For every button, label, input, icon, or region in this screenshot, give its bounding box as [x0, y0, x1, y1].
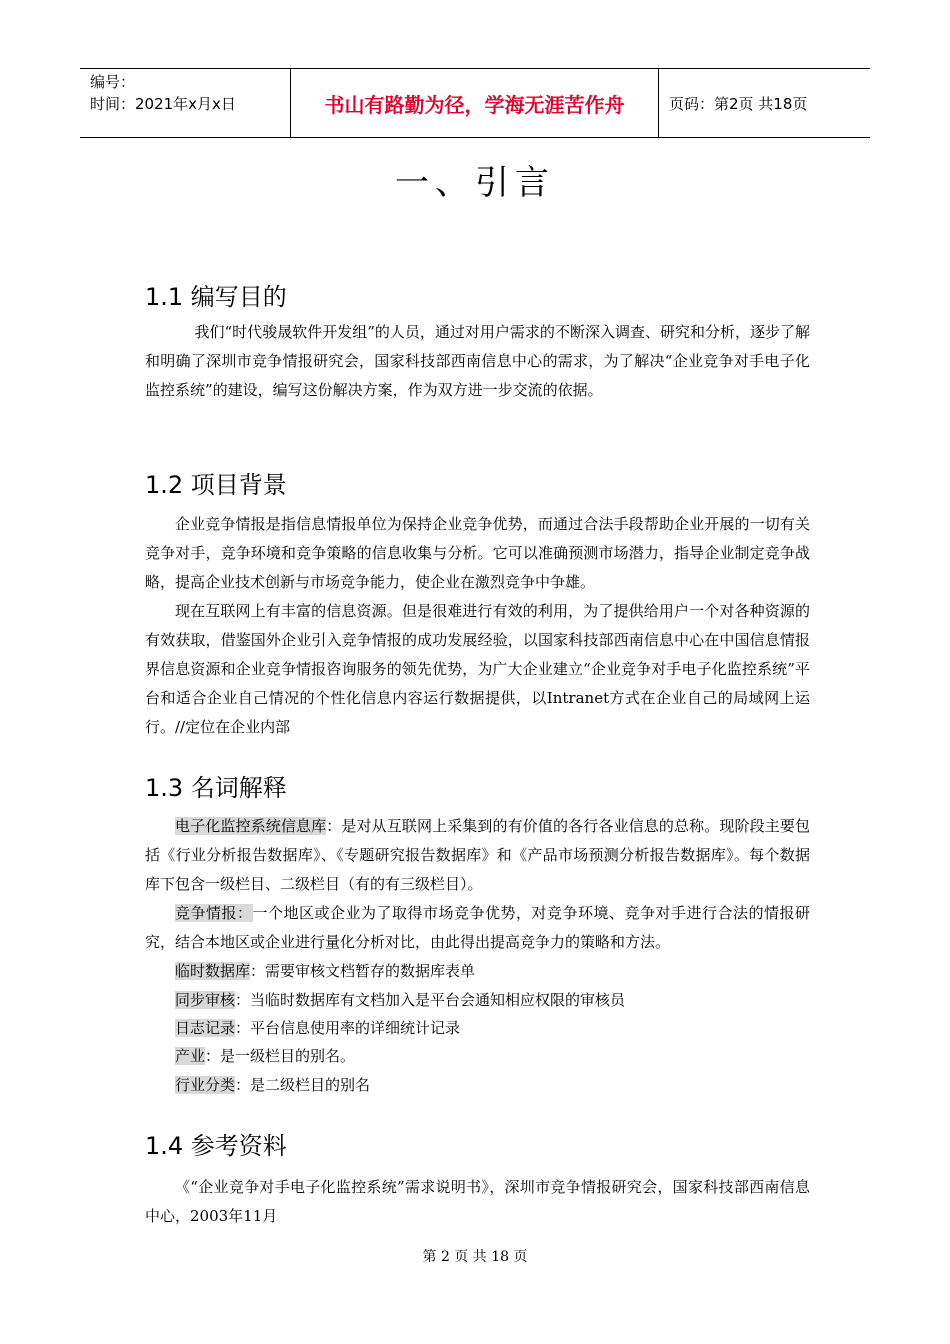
glossary-term: 行业分类 [175, 1076, 236, 1094]
glossary-term: 电子化监控系统信息库 [175, 817, 327, 835]
page-header [80, 68, 870, 138]
paragraph-references: 《“企业竞争对手电子化监控系统”需求说明书》，深圳市竞争情报研究会，国家科技部西南信息中心，2003年11月 [145, 1178, 810, 1225]
glossary-term: 临时数据库 [175, 962, 251, 980]
glossary-term: 产业 [175, 1047, 206, 1065]
glossary-definition: ：需要审核文档暂存的数据库表单 [250, 962, 476, 980]
glossary-definition: ：是二级栏目的别名 [235, 1076, 371, 1094]
glossary-item [145, 899, 810, 957]
header-motto: 书山有路勤为径，学海无涯苦作舟 [291, 69, 659, 137]
header-page-number: 页码：第2页 共18页 [669, 94, 808, 113]
glossary-definition: ：是一级栏目的别名。 [205, 1047, 356, 1065]
paragraph-background-1: 企业竞争情报是指信息情报单位为保持企业竞争优势，而通过合法手段帮助企业开展的一切有关竞争对手，竞争环境和竞争策略的信息收集与分析。它可以准确预测市场潜力，指导企业制定竞争战略，提高企业技术创新与市场竞争能力，使企业在激烈竞争中争雄。 [145, 515, 810, 591]
paragraph-purpose: 我们“时代骏晟软件开发组”的人员，通过对用户需求的不断深入调查、研究和分析，逐步了解和明确了深圳市竞争情报研究会，国家科技部西南信息中心的需求，为了解决“企业竞争对手电子化监控系统”的建设，编写这份解决方案，作为双方进一步交流的依据。 [145, 323, 810, 399]
header-number: 编号： [90, 73, 136, 91]
glossary-item [145, 957, 810, 986]
glossary-definition: ：平台信息使用率的详细统计记录 [235, 1019, 461, 1037]
glossary-definition: 一个地区或企业为了取得市场竞争优势，对竞争环境、竞争对手进行合法的情报研究，结合本地区或企业进行量化分析对比，由此得出提高竞争力的策略和方法。 [145, 904, 810, 951]
glossary-term: 竞争情报： [175, 904, 253, 922]
glossary-term: 日志记录 [175, 1019, 236, 1037]
glossary-item [145, 812, 810, 899]
header-meta [80, 69, 291, 137]
section-heading-1-4: 1.4 参考资料 [145, 1132, 287, 1160]
section-heading-1-3: 1.3 名词解释 [145, 774, 287, 802]
glossary-item [145, 1014, 810, 1043]
glossary-term: 同步审核 [175, 991, 236, 1009]
glossary-item [145, 986, 810, 1015]
header-time: 时间：2021年x月x日 [90, 95, 236, 113]
section-heading-1-2: 1.2 项目背景 [145, 471, 287, 499]
glossary-definition: ：当临时数据库有文档加入是平台会通知相应权限的审核员 [235, 991, 626, 1009]
glossary-item [145, 1042, 810, 1071]
glossary-item [145, 1071, 810, 1100]
chapter-title: 一、引言 [395, 163, 555, 203]
glossary-definition: ：是对从互联网上采集到的有价值的各行各业信息的总称。现阶段主要包括《行业分析报告数据库》、《专题研究报告数据库》和《产品市场预测分析报告数据库》。每个数据库下包含一级栏目、二级栏目（有的有三级栏目）。 [145, 817, 810, 893]
paragraph-background-2: 现在互联网上有丰富的信息资源。但是很难进行有效的利用，为了提供给用户一个对各种资源的有效获取，借鉴国外企业引入竞争情报的成功发展经验，以国家科技部西南信息中心在中国信息情报界信息资源和企业竞争情报咨询服务的领先优势，为广大企业建立“企业竞争对手电子化监控系统”平台和适合企业自己情况的个性化信息内容运行数据提供，以Intranet方式在企业自己的局域网上运行。//定位在企业内部 [145, 602, 810, 736]
section-heading-1-1: 1.1 编写目的 [145, 283, 287, 311]
page-footer: 第 2 页 共 18 页 [422, 1249, 528, 1265]
